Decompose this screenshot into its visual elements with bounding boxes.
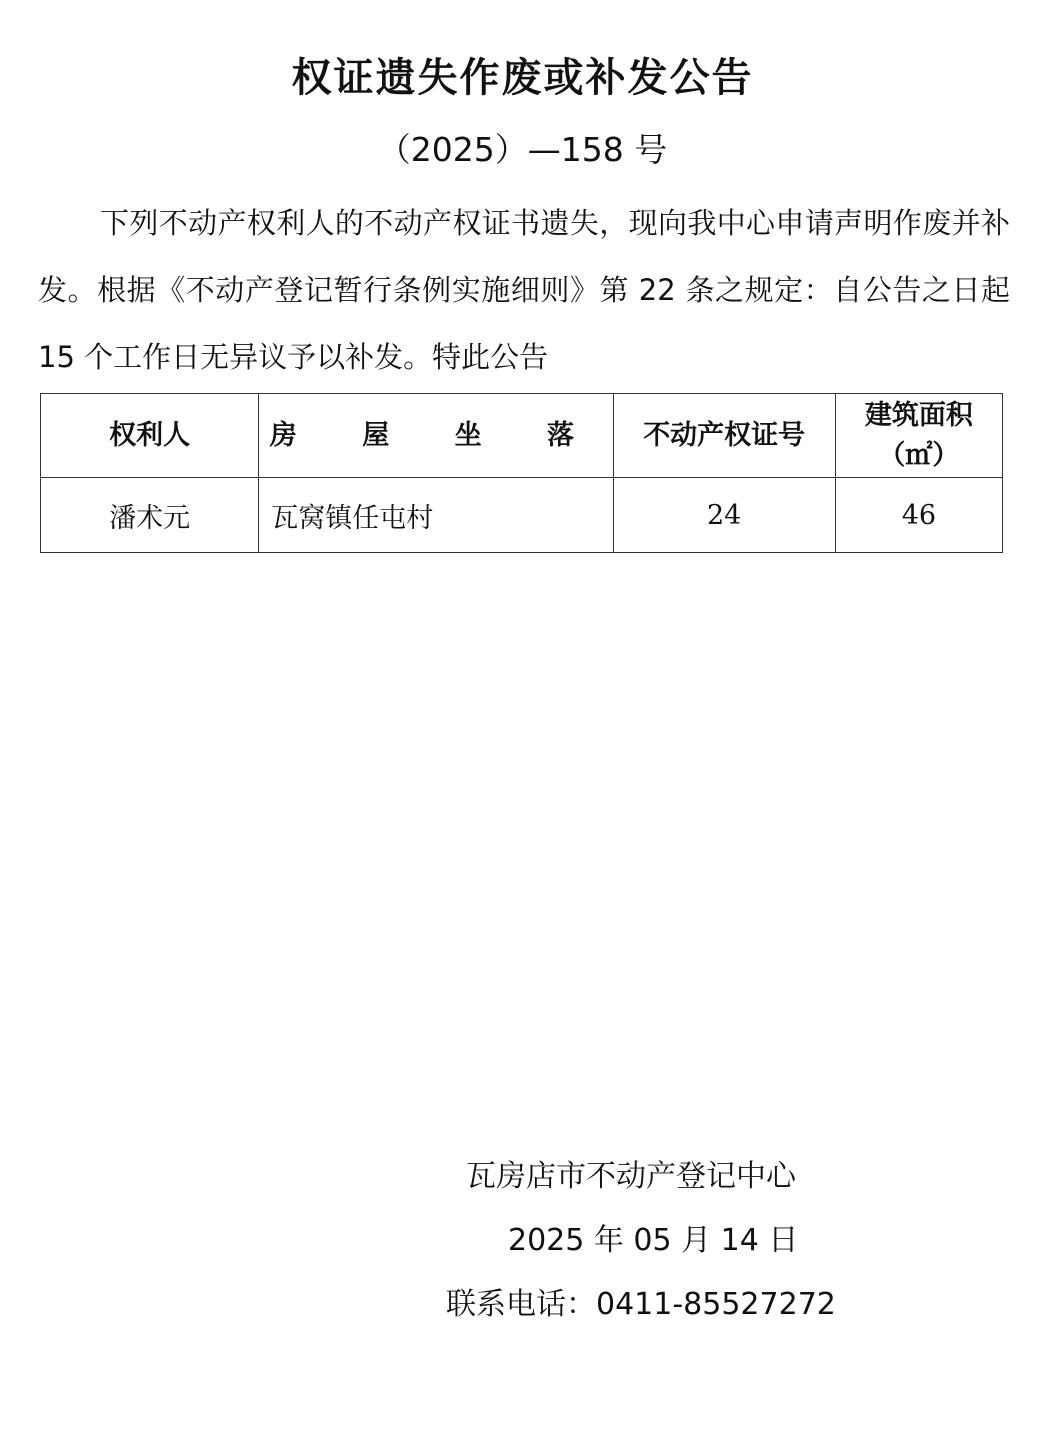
header-area: 建筑面积（㎡）: [835, 394, 1002, 478]
notice-table: [40, 393, 1003, 553]
cell-location: 瓦窝镇任屯村: [259, 478, 613, 553]
contact-phone: 联系电话：0411-85527272: [446, 1287, 836, 1322]
footer: [440, 1145, 860, 1337]
notice-number: （2025）—158 号: [377, 130, 668, 169]
table-header-row: [41, 394, 1003, 478]
cell-cert-no: 24: [613, 478, 835, 553]
header-owner: 权利人: [41, 394, 259, 478]
table-row: [41, 478, 1003, 553]
notice-body: [38, 190, 1010, 391]
issuing-organization: 瓦房店市不动产登记中心: [466, 1159, 796, 1194]
cell-area: 46: [835, 478, 1002, 553]
header-location: 房 屋 坐 落: [259, 394, 613, 478]
cell-owner: 潘术元: [41, 478, 259, 553]
header-cert-no: 不动产权证号: [613, 394, 835, 478]
notice-date: 2025 年 05 月 14 日: [508, 1223, 799, 1258]
page-title: 权证遗失作废或补发公告: [291, 55, 754, 101]
notice-body-text: 下列不动产权利人的不动产权证书遗失，现向我中心申请声明作废并补发。根据《不动产登记暂行条例实施细则》第 22 条之规定：自公告之日起 15 个工作日无异议予以补发。特此公告: [38, 206, 1010, 374]
